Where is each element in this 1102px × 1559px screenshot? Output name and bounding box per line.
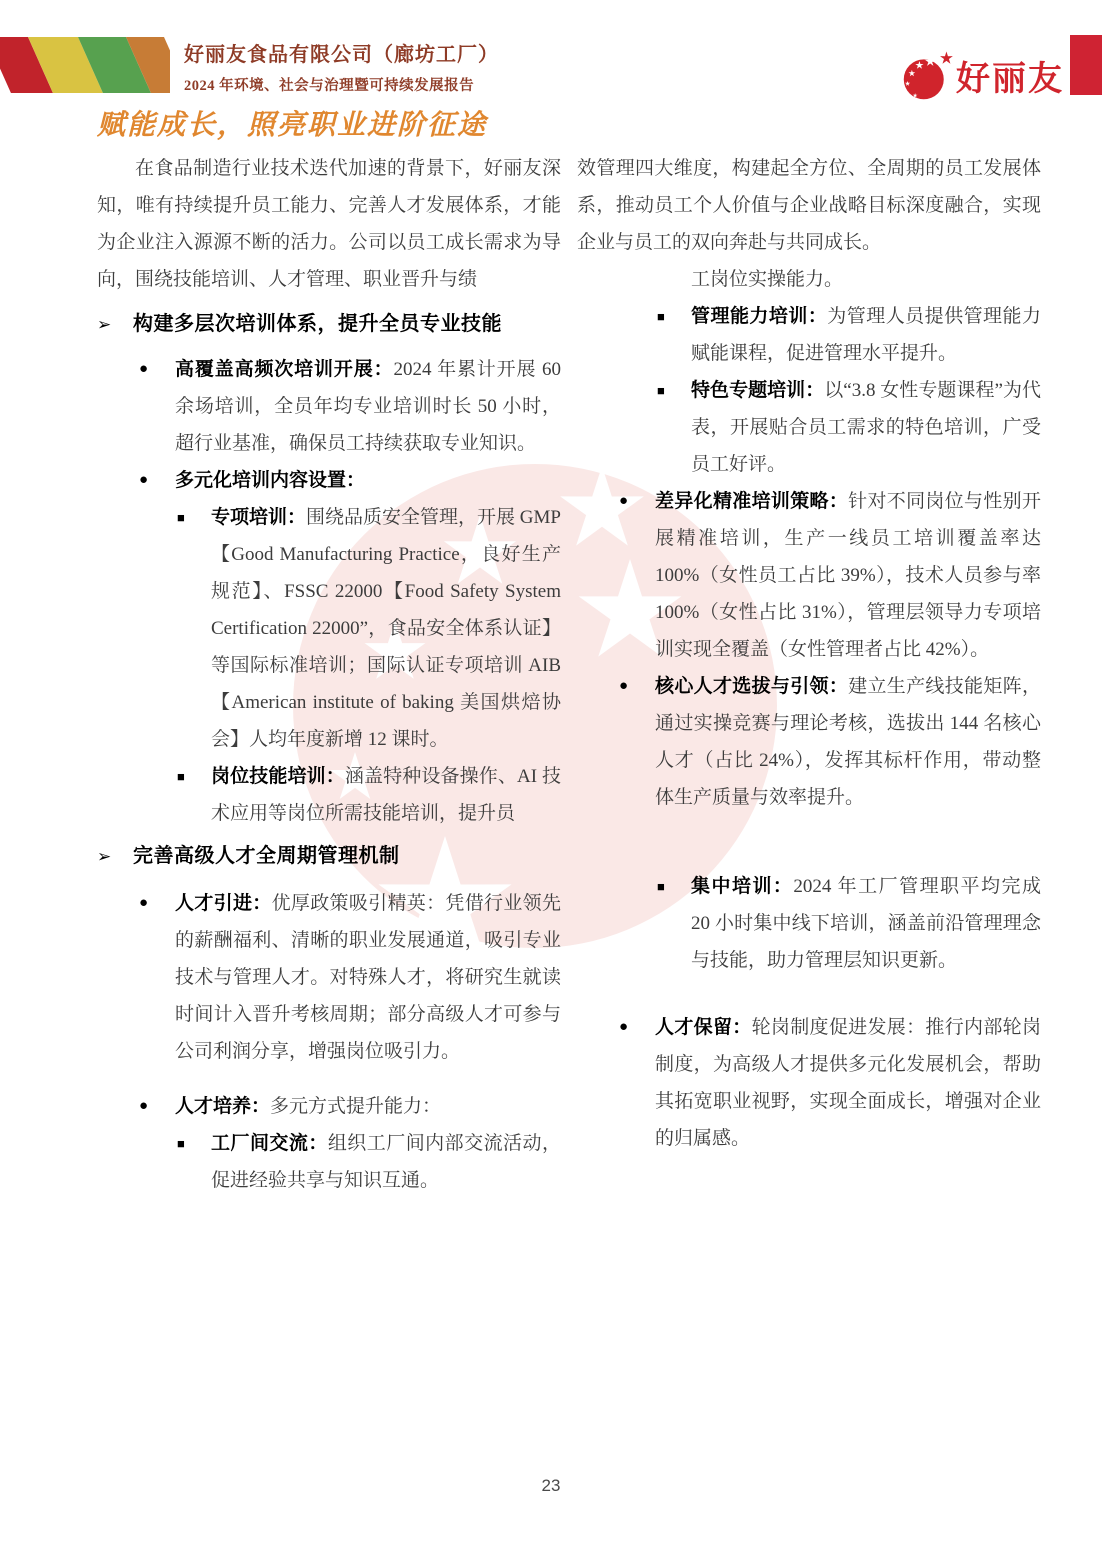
dot-bullet-icon: ● bbox=[139, 1098, 149, 1114]
brand-stripes bbox=[0, 37, 170, 93]
company-name: 好丽友食品有限公司（廊坊工厂） bbox=[184, 44, 499, 66]
section-heading-training: ➢ 构建多层次培训体系，提升全员专业技能 bbox=[97, 306, 561, 343]
orion-logo bbox=[900, 48, 1064, 102]
header-titles bbox=[184, 38, 499, 95]
square-bullet-icon: ■ bbox=[177, 510, 185, 525]
page-title: 赋能成长，照亮职业进阶征途 bbox=[97, 110, 488, 141]
intro-paragraph: 在食品制造行业技术迭代加速的背景下，好丽友深知，唯有持续提升员工能力、完善人才发展体系，才能为企业注入源源不断的活力。公司以员工成长需求为导向，围绕技能培训、人才管理、职业晋升与绩 bbox=[97, 158, 561, 290]
subitem-management-training: ■ 管理能力培训：为管理人员提供管理能力赋能课程，促进管理水平提升。 bbox=[577, 298, 1041, 372]
logo-wordmark: 好丽友 bbox=[956, 59, 1064, 98]
bullet-item-differentiated-strategy: ● 差异化精准培训策略：针对不同岗位与性别开展精准培训，生产一线员工培训覆盖率达 100%（女性员工占比 39%），技术人员参与率 100%（女性占比 31%），管理层领导力专项培训实现全覆盖（女性管理者占比 42%）。 bbox=[577, 483, 1041, 668]
dot-bullet-icon: ● bbox=[619, 1019, 629, 1035]
bullet-item-diverse-content: ● 多元化培训内容设置： bbox=[97, 462, 561, 499]
subitem-special-training: ■ 专项培训：围绕品质安全管理，开展 GMP【Good Manufacturing Practice，良好生产规范】、FSSC 22000【Food Safety System Certification 22000”，食品安全体系认证】等国际标准培训；国际认证专项培训 AIB【American institute of baking 美国烘焙协会】人均年度新增 12 课时。 bbox=[97, 499, 561, 758]
bullet-item-core-talent: ● 核心人才选拔与引领：建立生产线技能矩阵，通过实操竞赛与理论考核，选拔出 144 名核心人才（占比 24%），发挥其标杆作用，带动整体生产质量与效率提升。 bbox=[577, 668, 1041, 816]
bullet-item-talent-retention: ● 人才保留：轮岗制度促进发展：推行内部轮岗制度，为高级人才提供多元化发展机会，帮助其拓宽职业视野，实现全面成长，增强对企业的归属感。 bbox=[577, 1009, 1041, 1157]
dot-bullet-icon: ● bbox=[139, 895, 149, 911]
subitem-centralized-training: ■ 集中培训：2024 年工厂管理职平均完成 20 小时集中线下培训，涵盖前沿管理理念与技能，助力管理层知识更新。 bbox=[577, 868, 1041, 979]
section-heading-talent: ➢ 完善高级人才全周期管理机制 bbox=[97, 838, 561, 875]
square-bullet-icon: ■ bbox=[657, 879, 665, 894]
bullet-item-coverage: ● 高覆盖高频次培训开展：2024 年累计开展 60 余场培训，全员年均专业培训时长 50 小时，超行业基准，确保员工持续获取专业知识。 bbox=[97, 351, 561, 462]
page-edge-tab bbox=[1070, 35, 1102, 95]
subitem-special-topic-training: ■ 特色专题培训：以“3.8 女性专题课程”为代表，开展贴合员工需求的特色培训，广受员工好评。 bbox=[577, 372, 1041, 483]
subitem-factory-exchange: ■ 工厂间交流：组织工厂间内部交流活动，促进经验共享与知识互通。 bbox=[97, 1125, 561, 1199]
subitem-job-skills: ■ 岗位技能培训：涵盖特种设备操作、AI 技术应用等岗位所需技能培训，提升员 bbox=[97, 758, 561, 832]
square-bullet-icon: ■ bbox=[177, 769, 185, 784]
orion-logo-icon bbox=[900, 48, 954, 102]
subitem-job-skills-continued: 工岗位实操能力。 bbox=[691, 269, 844, 290]
square-bullet-icon: ■ bbox=[177, 1136, 185, 1151]
dot-bullet-icon: ● bbox=[619, 493, 629, 509]
intro-paragraph-continued: 效管理四大维度，构建起全方位、全周期的员工发展体系，推动员工个人价值与企业战略目标深度融合，实现企业与员工的双向奔赴与共同成长。 bbox=[577, 158, 1041, 253]
square-bullet-icon: ■ bbox=[657, 383, 665, 398]
bullet-item-talent-development: ● 人才培养：多元方式提升能力： bbox=[97, 1088, 561, 1125]
right-column bbox=[577, 150, 1041, 1157]
square-bullet-icon: ■ bbox=[657, 309, 665, 324]
dot-bullet-icon: ● bbox=[619, 678, 629, 694]
dot-bullet-icon: ● bbox=[139, 361, 149, 377]
page-number: 23 bbox=[541, 1476, 561, 1495]
report-title: 2024 年环境、社会与治理暨可持续发展报告 bbox=[184, 78, 475, 94]
arrow-bullet-icon: ➢ bbox=[97, 315, 112, 334]
left-column bbox=[97, 150, 561, 1199]
arrow-bullet-icon: ➢ bbox=[97, 847, 112, 866]
dot-bullet-icon: ● bbox=[139, 472, 149, 488]
bullet-item-talent-intake: ● 人才引进：优厚政策吸引精英：凭借行业领先的薪酬福利、清晰的职业发展通道，吸引专业技术与管理人才。对特殊人才，将研究生就读时间计入晋升考核周期；部分高级人才可参与公司利润分享，增强岗位吸引力。 bbox=[97, 885, 561, 1070]
